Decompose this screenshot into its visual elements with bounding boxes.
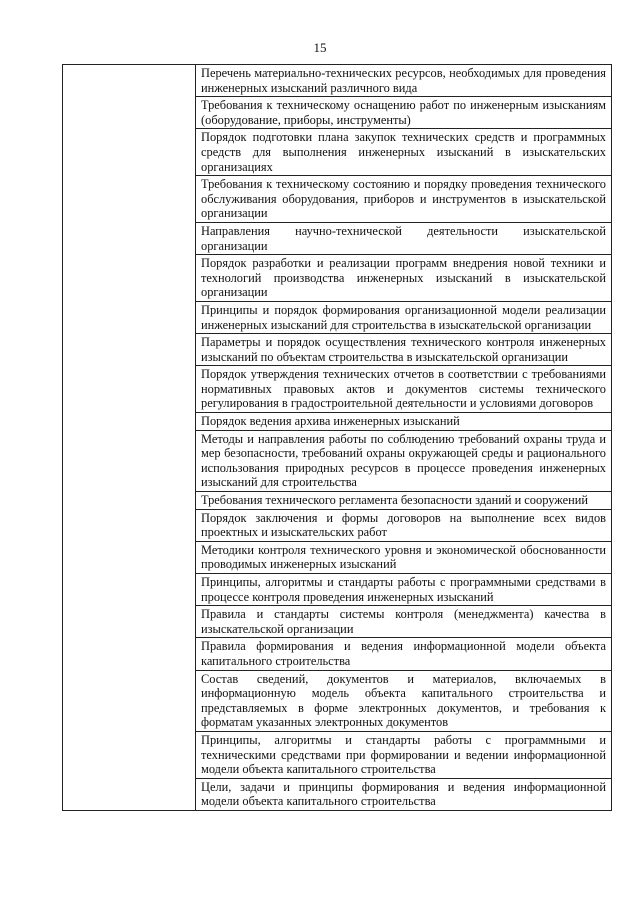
requirement-item: Правила и стандарты системы контроля (менеджмента) качества в изыскательской организации [196,606,612,638]
requirement-item: Порядок заключения и формы договоров на выполнение всех видов проектных и изыскательских работ [196,509,612,541]
requirement-item: Цели, задачи и принципы формирования и ведения информационной модели объекта капитального строительства [196,778,612,810]
requirement-item: Порядок подготовки плана закупок технических средств и программных средств для выполнения инженерных изысканий в изыскательских организациях [196,129,612,176]
knowledge-requirements-table [62,64,612,811]
requirement-item: Принципы, алгоритмы и стандарты работы с программными средствами в процессе контроля проведения инженерных изысканий [196,574,612,606]
requirement-item: Принципы, алгоритмы и стандарты работы с программными и техническими средствами при формировании и ведении информационной модели объекта капитального строительства [196,731,612,778]
section-label-cell [63,65,196,811]
requirement-item: Порядок утверждения технических отчетов в соответствии с требованиями нормативных правовых актов и документов системы технического регулирования в градостроительной деятельности и условиями договоров [196,366,612,413]
requirement-item: Методики контроля технического уровня и экономической обоснованности проводимых инженерных изысканий [196,541,612,573]
requirement-item: Состав сведений, документов и материалов, включаемых в информационную модель объекта капитального строительства и представляемых в форме электронных документов, и требования к форматам указанных электронных документов [196,670,612,731]
requirement-item: Порядок разработки и реализации программ внедрения новой техники и технологий производства инженерных изысканий в изыскательской организации [196,255,612,302]
requirement-item: Перечень материально-технических ресурсов, необходимых для проведения инженерных изысканий различного вида [196,65,612,97]
requirement-item: Требования технического регламента безопасности зданий и сооружений [196,492,612,510]
requirement-item: Порядок ведения архива инженерных изысканий [196,413,612,431]
requirement-item: Принципы и порядок формирования организационной модели реализации инженерных изысканий для строительства в изыскательской организации [196,301,612,333]
table-row [63,65,612,97]
requirement-item: Параметры и порядок осуществления технического контроля инженерных изысканий по объектам строительства в изыскательской организации [196,334,612,366]
requirement-item: Правила формирования и ведения информационной модели объекта капитального строительства [196,638,612,670]
requirement-item: Методы и направления работы по соблюдению требований охраны труда и мер безопасности, требований охраны окружающей среды и рационального использования природных ресурсов в процессе проведения инженерных изысканий для строительства [196,430,612,491]
requirement-item: Направления научно-технической деятельности изыскательской организации [196,222,612,254]
requirement-item: Требования к техническому состоянию и порядку проведения технического обслуживания оборудования, приборов и инструментов в изыскательской организации [196,176,612,223]
requirement-item: Требования к техническому оснащению работ по инженерным изысканиям (оборудование, приборы, инструменты) [196,97,612,129]
page-number: 15 [313,40,327,55]
